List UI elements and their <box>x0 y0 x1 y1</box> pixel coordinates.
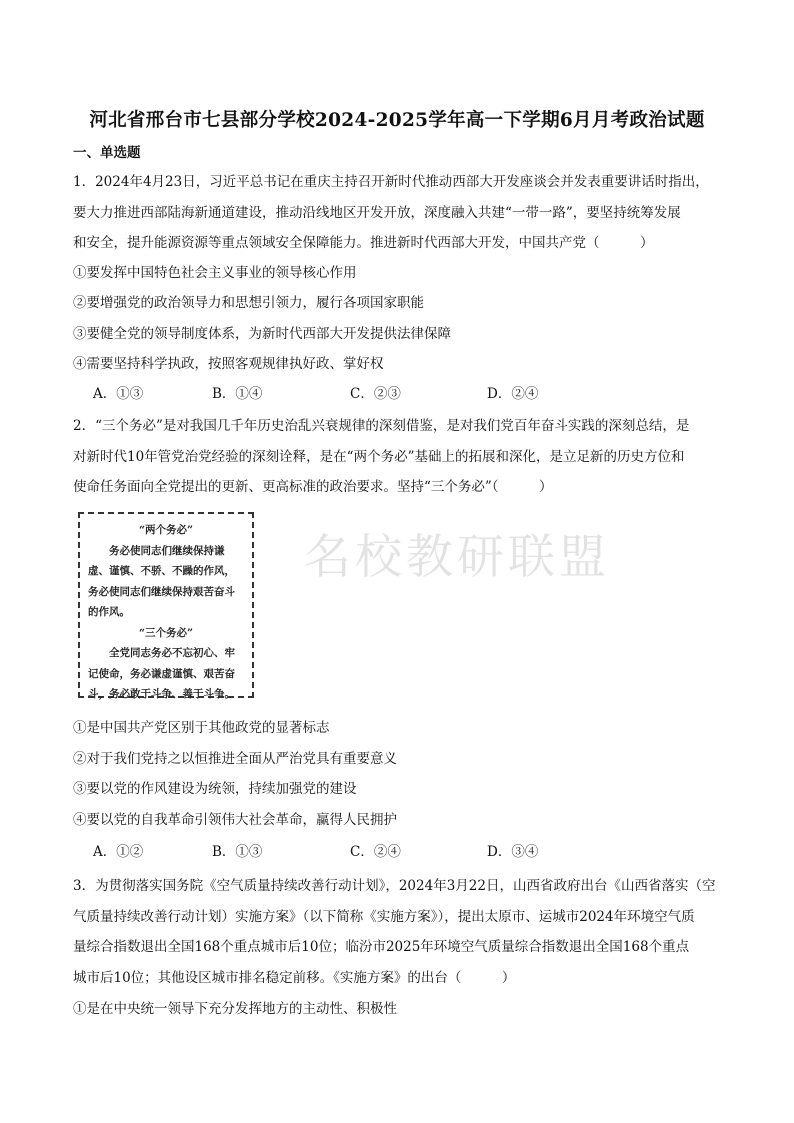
q2-stem-line: 2．“三个务必”是对我国几千年历史治乱兴衰规律的深刻借鉴，是对我们党百年奋斗实践的深刻总结，是 <box>73 418 690 434</box>
q1-option-a[interactable]: A．①③ <box>93 386 144 402</box>
q2-item: ③要以党的作风建设为统领，持续加强党的建设 <box>73 781 357 797</box>
q1-item: ①要发挥中国特色社会主义事业的领导核心作用 <box>73 265 357 281</box>
q1-item: ④需要坚持科学执政，按照客观规律执好政、掌好权 <box>73 356 384 372</box>
q2-item: ④要以党的自我革命引领伟大社会革命，赢得人民拥护 <box>73 812 397 828</box>
q1-option-b[interactable]: B．①④ <box>212 386 263 402</box>
q3-stem-line: 城市后10位；其他设区城市排名稳定前移。《实施方案》的出台（ ） <box>73 970 516 986</box>
watermark: 名校教研联盟 <box>304 530 610 585</box>
q1-stem-line: 1．2024年4月23日，习近平总书记在重庆主持召开新时代推动西部大开发座谈会并发表重要讲话时指出， <box>73 174 709 190</box>
quote-heading: “两个务必” <box>138 524 194 536</box>
q2-item: ②对于我们党持之以恒推进全面从严治党具有重要意义 <box>73 751 397 767</box>
q2-option-b[interactable]: B．①③ <box>212 844 263 860</box>
q1-option-c[interactable]: C．②③ <box>350 386 401 402</box>
q3-stem-line: 气质量持续改善行动计划）实施方案》（以下简称《实施方案》），提出太原市、运城市2024年环境空气质 <box>73 909 695 925</box>
q1-option-d[interactable]: D．②④ <box>487 386 539 402</box>
q1-item: ③要健全党的领导制度体系，为新时代西部大开发提供法律保障 <box>73 326 451 342</box>
q2-stem-line: 使命任务面向全党提出的更新、更高标准的政治要求。坚持“三个务必”（ ） <box>73 479 553 495</box>
q3-stem-line: 量综合指数退出全国168个重点城市后10位；临汾市2025年环境空气质量综合指数退出全国168个重点 <box>73 939 690 955</box>
page-title: 河北省邢台市七县部分学校2024-2025学年高一下学期6月月考政治试题 <box>89 110 705 131</box>
q1-stem-line: 和安全，提升能源资源等重点领域安全保障能力。推进新时代西部大开发，中国共产党（ ） <box>73 235 654 251</box>
q2-stem-line: 对新时代10年管党治党经验的深刻诠释，是在“两个务必”基础上的拓展和深化，是立足新的历史方位和 <box>73 449 685 465</box>
q2-option-d[interactable]: D．③④ <box>487 844 539 860</box>
q2-options <box>73 840 633 860</box>
q2-option-a[interactable]: A．①② <box>93 844 144 860</box>
quote-heading: “三个务必” <box>138 626 194 639</box>
quote-paragraph: 务必使同志们继续保持谦虚、谨慎、不骄、不躁的作风，务必使同志们继续保持艰苦奋斗的作风。 <box>88 544 235 618</box>
quote-paragraph: 全党同志务必不忘初心、牢记使命，务必谦虚谨慎、艰苦奋斗，务必敢于斗争、善于斗争。 <box>88 647 235 700</box>
q1-options <box>73 382 633 402</box>
q1-stem-line: 要大力推进西部陆海新通道建设，推动沿线地区开发开放，深度融入共建“一带一路”，要坚持统筹发展 <box>73 205 681 221</box>
quote-box <box>78 512 254 698</box>
q1-item: ②要增强党的政治领导力和思想引领力，履行各项国家职能 <box>73 295 424 311</box>
q3-stem-line: 3．为贯彻落实国务院《空气质量持续改善行动计划》，2024年3月22日，山西省政府出台《山西省落实（空 <box>73 878 716 894</box>
section-heading: 一、单选题 <box>73 145 141 161</box>
q3-item: ①是在中央统一领导下充分发挥地方的主动性、积极性 <box>73 1001 397 1017</box>
q2-option-c[interactable]: C．②④ <box>350 844 401 860</box>
q2-item: ①是中国共产党区别于其他政党的显著标志 <box>73 720 330 736</box>
